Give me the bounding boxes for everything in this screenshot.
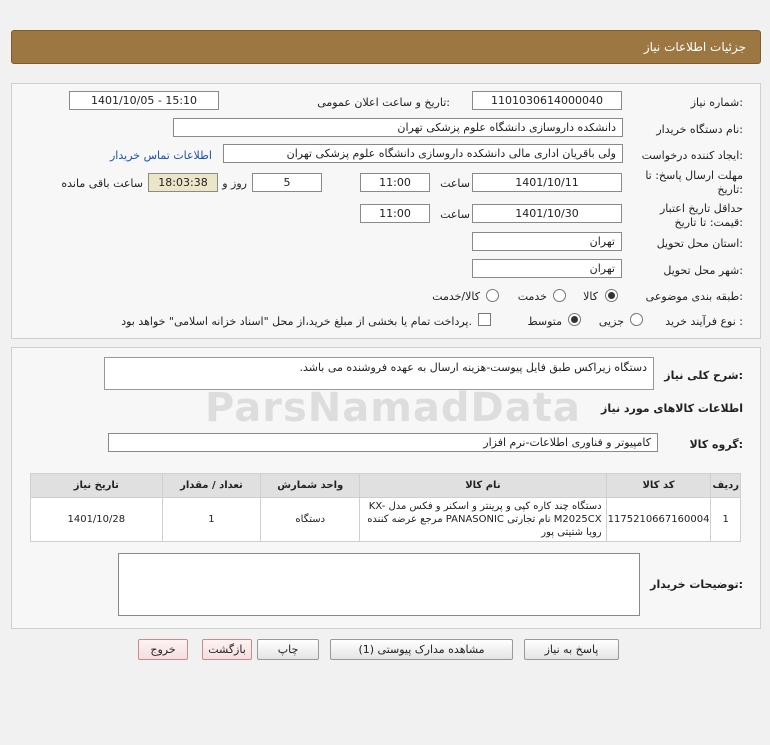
deadline-date-field: 1401/10/11 [472,173,622,192]
category-option-goods: کالا [583,290,598,303]
creator-field: ولی باقریان اداری مالی دانشکده داروسازی دانشگاه علوم پزشکی تهران [223,144,623,163]
page-title: جزئیات اطلاعات نیاز [643,40,746,54]
treasury-payment-note: پرداخت تمام یا بخشی از مبلغ خرید،از محل "اسناد خزانه اسلامی" خواهد بود. [121,315,472,328]
cell-row: 1 [711,498,741,542]
cell-code: 1175210667160004 [606,498,711,542]
col-row: ردیف [711,474,741,498]
cell-qty: 1 [162,498,261,542]
city-field: تهران [472,259,622,278]
col-unit: واحد شمارش [261,474,360,498]
goods-info-title: اطلاعات کالاهای مورد نیاز [601,402,743,415]
buyer-contact-link[interactable]: اطلاعات تماس خریدار [110,149,212,162]
cell-unit: دستگاه [261,498,360,542]
deadline-time-label: ساعت [440,177,470,190]
city-label: شهر محل تحویل: [663,264,743,277]
buyer-org-field: دانشکده داروسازی دانشگاه علوم پزشکی تهران [173,118,623,137]
cell-date: 1401/10/28 [31,498,163,542]
col-date: تاریخ نیاز [31,474,163,498]
deadline-label-2: تاریخ: [717,183,743,196]
print-button[interactable]: چاپ [257,639,319,660]
attachments-button[interactable]: مشاهده مدارک پیوستی (1) [330,639,513,660]
items-table [30,473,741,542]
deadline-time-field: 11:00 [360,173,430,192]
treasury-checkbox[interactable] [478,313,491,326]
days-label: روز و [222,177,247,190]
province-field: تهران [472,232,622,251]
watermark-text: ParsNamadData [205,385,581,431]
back-button[interactable]: بازگشت [202,639,252,660]
category-radio-both[interactable] [486,289,499,302]
process-radio-medium[interactable] [568,313,581,326]
process-option-medium: متوسط [527,315,562,328]
summary-label: شرح کلی نیاز: [664,369,743,382]
col-qty: تعداد / مقدار [162,474,261,498]
validity-label-2: قیمت: تا تاریخ: [674,216,743,229]
col-code: کد کالا [606,474,711,498]
validity-time-field: 11:00 [360,204,430,223]
deadline-label-1: مهلت ارسال پاسخ: تا [645,169,743,182]
buyer-notes-label: توضیحات خریدار: [650,578,743,591]
col-name: نام کالا [360,474,606,498]
buyer-notes-field [118,553,640,616]
buyer-org-label: نام دستگاه خریدار: [656,123,743,136]
category-option-both: کالا/خدمت [432,290,480,303]
category-option-service: خدمت [517,290,547,303]
deadline-days-field: 5 [252,173,322,192]
reply-button[interactable]: پاسخ به نیاز [524,639,619,660]
goods-group-field: کامپیوتر و فناوری اطلاعات-نرم افزار [108,433,658,452]
validity-date-field: 1401/10/30 [472,204,622,223]
creator-label: ایجاد کننده درخواست: [641,149,743,162]
process-label: نوع فرآیند خرید : [665,315,743,328]
table-row [31,498,741,542]
province-label: استان محل تحویل: [656,237,743,250]
announce-field: 1401/10/05 - 15:10 [69,91,219,110]
summary-field: دستگاه زیراکس طبق فایل پیوست-هزینه ارسال به عهده فروشنده می باشد. [104,357,654,390]
remaining-time-field: 18:03:38 [148,173,218,192]
process-radio-minor[interactable] [630,313,643,326]
page-header [11,30,761,64]
category-label: طبقه بندی موضوعی: [645,290,743,303]
need-number-field: 1101030614000040 [472,91,622,110]
process-option-minor: جزیی [598,315,624,328]
category-radio-goods[interactable] [605,289,618,302]
cell-name: دستگاه چند کاره کپی و پرینتر و اسکنر و فکس مدل KX-M2025CX نام تجارتی PANASONIC مرجع عرضه کننده رویا شتیتی پور [360,498,606,542]
need-number-label: شماره نیاز: [690,96,743,109]
exit-button[interactable]: خروج [138,639,188,660]
goods-group-label: گروه کالا: [689,438,743,451]
validity-time-label: ساعت [440,208,470,221]
items-header-row [31,474,741,498]
validity-label-1: حداقل تاریخ اعتبار [659,202,743,215]
announce-label: تاریخ و ساعت اعلان عمومی: [317,96,450,109]
category-radio-service[interactable] [553,289,566,302]
remaining-label: ساعت باقی مانده [61,177,143,190]
